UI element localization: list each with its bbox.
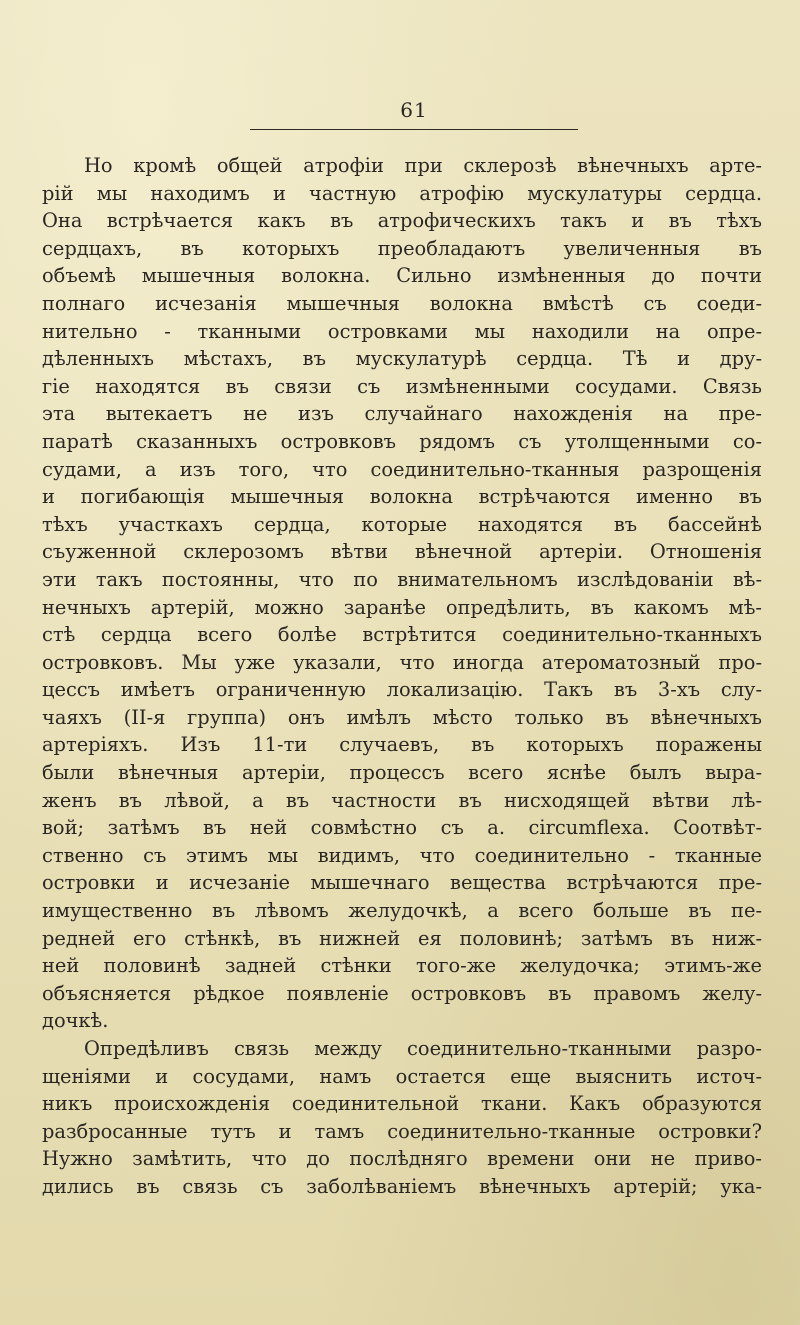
text-line: чаяхъ (II-я группа) онъ имѣлъ мѣсто только въ вѣнечныхъ: [42, 705, 762, 729]
body-text: [42, 152, 762, 1201]
text-line: полнаго исчезанія мышечныя волокна вмѣстѣ съ соеди-: [42, 291, 762, 315]
text-line: вой; затѣмъ въ ней совмѣстно съ а. circumflexa. Соотвѣт-: [42, 816, 762, 840]
text-line: сердцахъ, въ которыхъ преобладаютъ увеличенныя въ: [42, 236, 762, 260]
text-line: нительно - тканными островками мы находили на опре-: [42, 319, 762, 343]
text-line: редней его стѣнкѣ, въ нижней ея половинѣ; затѣмъ въ ниж-: [42, 926, 762, 950]
text-line: были вѣнечныя артеріи, процессъ всего яснѣе былъ выра-: [42, 761, 762, 785]
text-line: дились въ связь съ заболѣваніемъ вѣнечныхъ артерій; ука-: [42, 1174, 762, 1198]
text-line: тѣхъ участкахъ сердца, которые находятся въ бассейнѣ: [42, 512, 762, 536]
text-line: эти такъ постоянны, что по внимательномъ изслѣдованіи вѣ-: [42, 567, 762, 591]
text-line: нечныхъ артерій, можно заранѣе опредѣлить, въ какомъ мѣ-: [42, 595, 762, 619]
text-line: рій мы находимъ и частную атрофію мускулатуры сердца.: [42, 181, 762, 205]
text-line: артеріяхъ. Изъ 11-ти случаевъ, въ которыхъ поражены: [42, 733, 762, 757]
text-line: гіе находятся въ связи съ измѣненными сосудами. Связь: [42, 374, 762, 398]
paragraph-1: [42, 152, 762, 1035]
text-line: островки и исчезаніе мышечнаго вещества встрѣчаются пре-: [42, 871, 762, 895]
text-line: Нужно замѣтить, что до послѣдняго времени они не приво-: [42, 1147, 762, 1171]
page-number: 61: [400, 98, 428, 122]
text-line: Но кромѣ общей атрофіи при склерозѣ вѣнечныхъ арте-: [84, 154, 762, 177]
text-line: паратѣ сказанныхъ островковъ рядомъ съ утолщенными со-: [42, 429, 762, 453]
text-line: объемѣ мышечныя волокна. Сильно измѣненныя до почти: [42, 264, 762, 288]
text-line: судами, а изъ того, что соединительно-тканныя разрощенія: [42, 457, 762, 481]
text-line: Она встрѣчается какъ въ атрофическихъ такъ и въ тѣхъ: [42, 209, 762, 233]
text-line: объясняется рѣдкое появленіе островковъ въ правомъ желу-: [42, 981, 762, 1005]
paragraph-2: [42, 1035, 762, 1201]
text-line: дѣленныхъ мѣстахъ, въ мускулатурѣ сердца. Тѣ и дру-: [42, 347, 762, 371]
text-line: никъ происхожденія соединительной ткани. Какъ образуются: [42, 1092, 762, 1116]
text-line: имущественно въ лѣвомъ желудочкѣ, а всего больше въ пе-: [42, 899, 762, 923]
text-line: цессъ имѣетъ ограниченную локализацію. Такъ въ 3-хъ слу-: [42, 678, 762, 702]
text-line: и погибающія мышечныя волокна встрѣчаются именно въ: [42, 485, 762, 509]
text-line: съуженной склерозомъ вѣтви вѣнечной артеріи. Отношенія: [42, 540, 762, 564]
text-line: стѣ сердца всего болѣе встрѣтится соединительно-тканныхъ: [42, 623, 762, 647]
text-line: островковъ. Мы уже указали, что иногда атероматозный про-: [42, 650, 762, 674]
text-line: щеніями и сосудами, намъ остается еще выяснить источ-: [42, 1064, 762, 1088]
text-line: Опредѣливъ связь между соединительно-тканными разро-: [84, 1037, 762, 1060]
text-line: ственно съ этимъ мы видимъ, что соединительно - тканные: [42, 843, 762, 867]
text-line: дочкѣ.: [42, 1009, 109, 1033]
text-line: ней половинѣ задней стѣнки того-же желудочка; этимъ-же: [42, 954, 762, 978]
header-rule: [250, 129, 578, 130]
text-line: разбросанные тутъ и тамъ соединительно-тканные островки?: [42, 1119, 762, 1143]
text-line: женъ въ лѣвой, а въ частности въ нисходящей вѣтви лѣ-: [42, 788, 762, 812]
text-line: эта вытекаетъ не изъ случайнаго нахожденія на пре-: [42, 402, 762, 426]
